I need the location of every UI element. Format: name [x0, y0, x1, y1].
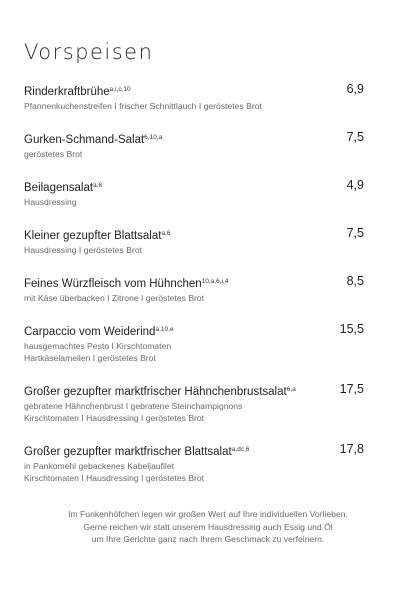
item-description	[24, 460, 364, 484]
footer-line: um Ihre Gerichte ganz nach Ihrem Geschmack zu verfeinern.	[91, 534, 325, 544]
item-price: 6,9	[346, 82, 364, 96]
menu-item	[24, 130, 364, 160]
description-line: mit Käse überbacken I Zitrone I geröstetes Brot	[24, 293, 205, 303]
allergen-codes: 6,a	[286, 386, 296, 393]
description-line: in Pankomehl gebackenes Kabeljaufilet	[24, 461, 175, 471]
allergen-codes: 10,a,6,i,4	[201, 278, 229, 285]
item-description	[24, 100, 364, 112]
allergen-codes: a,6	[161, 230, 171, 237]
item-price: 15,5	[339, 322, 364, 336]
menu-item	[24, 82, 364, 112]
item-price: 17,5	[339, 382, 364, 396]
allergen-codes: a,i,c,10	[109, 86, 131, 93]
menu-item	[24, 226, 364, 256]
item-name: Beilagensalat	[24, 182, 94, 194]
description-line: Hartkäselamellen I geröstetes Brot	[24, 353, 156, 363]
allergen-codes: a,6	[93, 182, 103, 189]
description-line: Kirschtomaten I Hausdressing I geröstetes Brot	[24, 413, 205, 423]
item-name: Kleiner gezupfter Blattsalat	[24, 230, 162, 242]
menu-item	[24, 382, 364, 424]
description-line: Pfannenkuchenstreifen I frischer Schnittlauch I geröstetes Brot	[24, 101, 262, 111]
item-name: Feines Würzfleisch vom Hühnchen	[24, 278, 202, 290]
item-description	[24, 400, 364, 424]
footer-line: Im Funkenhöfchen legen wir großen Wert auf Ihre individuellen Vorlieben.	[68, 509, 348, 519]
item-description	[24, 244, 364, 256]
item-price: 8,5	[346, 274, 364, 288]
item-price: 7,5	[346, 226, 364, 240]
item-name-line	[24, 178, 364, 196]
item-name-line	[24, 82, 364, 100]
description-line: Kirschtomaten I Hausdressing I geröstetes Brot	[24, 473, 205, 483]
footer-line: Gerne reichen wir statt unserem Hausdressing auch Essig und Öl	[83, 521, 333, 532]
item-price: 7,5	[346, 130, 364, 144]
description-line: geröstetes Brot	[24, 149, 83, 159]
menu-item	[24, 322, 364, 364]
item-name-line	[24, 442, 364, 460]
item-name-line	[24, 322, 364, 340]
allergen-codes: a,10,e	[155, 326, 174, 333]
footer-note	[0, 508, 416, 546]
item-price: 4,9	[346, 178, 364, 192]
item-name: Carpaccio vom Weiderind	[24, 326, 156, 338]
allergen-codes: 6,10,a	[144, 134, 163, 141]
item-name-line	[24, 130, 364, 148]
item-name: Großer gezupfter marktfrischer Hähnchenbrustsalat	[24, 386, 287, 398]
page-title: Vorspeisen	[24, 40, 154, 64]
item-description	[24, 148, 364, 160]
item-description	[24, 196, 364, 208]
menu-item	[24, 442, 364, 484]
item-description	[24, 292, 364, 304]
description-line: hausgemachtes Pesto I Kirschtomaten	[24, 341, 172, 351]
item-name: Großer gezupfter marktfrischer Blattsalat	[24, 446, 232, 458]
item-name: Rinderkraftbrühe	[24, 86, 110, 98]
item-price: 17,8	[339, 442, 364, 456]
item-name-line	[24, 382, 364, 400]
item-description	[24, 340, 364, 364]
description-line: Hausdressing	[24, 197, 77, 207]
description-line: gebratene Hähnchenbrust I gebratene Steinchampignons	[24, 401, 243, 411]
allergen-codes: a,dc,6	[231, 446, 250, 453]
description-line: Hausdressing I geröstetes Brot	[24, 245, 142, 255]
item-name: Gurken-Schmand-Salat	[24, 134, 145, 146]
menu-item	[24, 178, 364, 208]
item-name-line	[24, 226, 364, 244]
menu-item	[24, 274, 364, 304]
menu-list	[24, 82, 364, 502]
item-name-line	[24, 274, 364, 292]
